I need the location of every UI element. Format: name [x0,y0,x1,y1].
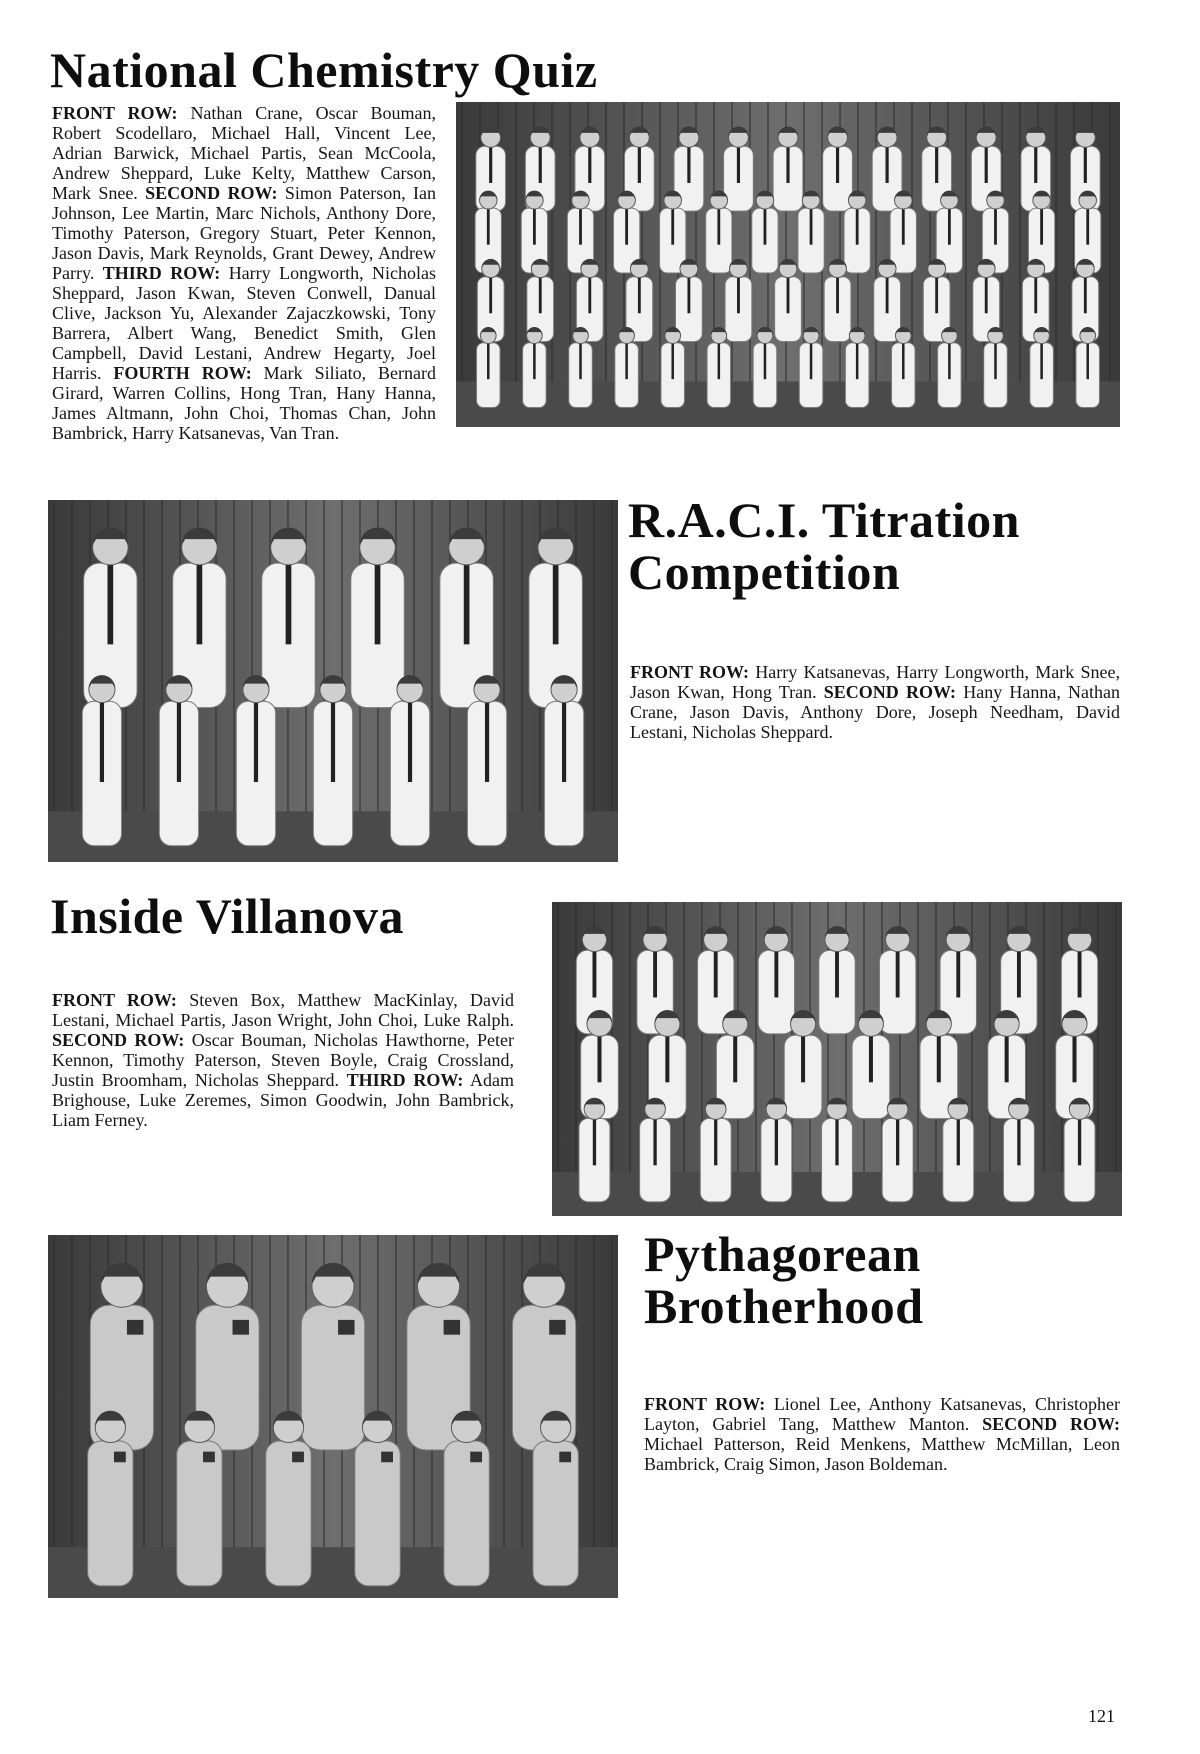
title-line: Brotherhood [644,1278,924,1334]
group-photo-chemistry-quiz [456,102,1120,427]
row-names: Harry Katsanevas, Harry Longworth, Mark Snee, Jason Kwan, Hong Tran. [630,662,1120,702]
section-title-inside-villanova: Inside Villanova [50,888,404,944]
caption-titration-competition [630,662,1120,742]
row-label: FRONT ROW: [52,103,178,123]
photo-image [552,902,1122,1216]
row-label: SECOND ROW: [982,1414,1121,1434]
row-label: FRONT ROW: [644,1394,766,1414]
row-names: Mark Siliato, Bernard Girard, Warren Collins, Hong Tran, Hany Hanna, James Altmann, John Choi, Thomas Chan, John Bambrick, Harry Katsanevas, Van Tran. [52,363,437,443]
row-label: SECOND ROW: [52,1030,185,1050]
caption-pythagorean-brotherhood [644,1394,1120,1474]
caption-chemistry-quiz [52,103,436,443]
row-label: THIRD ROW: [346,1070,464,1090]
section-title-pythagorean-brotherhood [644,1228,1164,1332]
row-label: SECOND ROW: [823,682,956,702]
row-label: SECOND ROW: [145,183,278,203]
section-title-titration-competition [628,494,1168,598]
row-names: Nathan Crane, Oscar Bouman, Robert Scodellaro, Michael Hall, Vincent Lee, Adrian Barwick, Michael Partis, Sean McCoola, Andrew Sheppard, Luke Kelty, Matthew Carson, Mark Snee. [52,103,436,203]
row-label: FRONT ROW: [630,662,749,682]
row-names: Oscar Bouman, Nicholas Hawthorne, Peter Kennon, Timothy Paterson, Steven Boyle, Craig Crossland, Justin Broomham, Nicholas Sheppard. [52,1030,514,1090]
photo-image [48,1235,618,1598]
row-names: Steven Box, Matthew MacKinlay, David Lestani, Michael Partis, Jason Wright, John Choi, Luke Ralph. [52,990,514,1030]
group-photo-inside-villanova [552,902,1122,1216]
row-names: Simon Paterson, Ian Johnson, Lee Martin, Marc Nichols, Anthony Dore, Timothy Paterson, Gregory Stuart, Peter Kennon, Jason Davis, Mark Reynolds, Grant Dewey, Andrew Parry. [52,183,437,283]
group-photo-titration-competition [48,500,618,862]
row-names: Lionel Lee, Anthony Katsanevas, Christopher Layton, Gabriel Tang, Matthew Manton. [644,1394,1120,1434]
title-line: Pythagorean [644,1226,921,1282]
row-names: Hany Hanna, Nathan Crane, Jason Davis, Anthony Dore, Joseph Needham, David Lestani, Nicholas Sheppard. [630,682,1121,742]
row-names: Harry Longworth, Nicholas Sheppard, Jason Kwan, Steven Conwell, Danual Clive, Jackson Yu, Alexander Zajaczkowski, Tony Barrera, Albert Wang, Benedict Smith, Glen Campbell, David Lestani, Andrew Hegarty, Joel Harris. [52,263,437,383]
photo-image [48,500,618,862]
row-label: FOURTH ROW: [113,363,252,383]
caption-inside-villanova [52,990,514,1130]
title-line: R.A.C.I. Titration [628,492,1020,548]
section-title-chemistry-quiz: National Chemistry Quiz [50,42,598,98]
row-names: Adam Brighouse, Luke Zeremes, Simon Goodwin, John Bambrick, Liam Ferney. [52,1070,514,1130]
row-names: Michael Patterson, Reid Menkens, Matthew McMillan, Leon Bambrick, Craig Simon, Jason Boldeman. [644,1434,1120,1474]
page-number: 121 [1088,1706,1115,1726]
row-label: THIRD ROW: [102,263,221,283]
row-label: FRONT ROW: [52,990,177,1010]
photo-image [456,102,1120,427]
title-line: Competition [628,544,901,600]
group-photo-pythagorean-brotherhood [48,1235,618,1598]
